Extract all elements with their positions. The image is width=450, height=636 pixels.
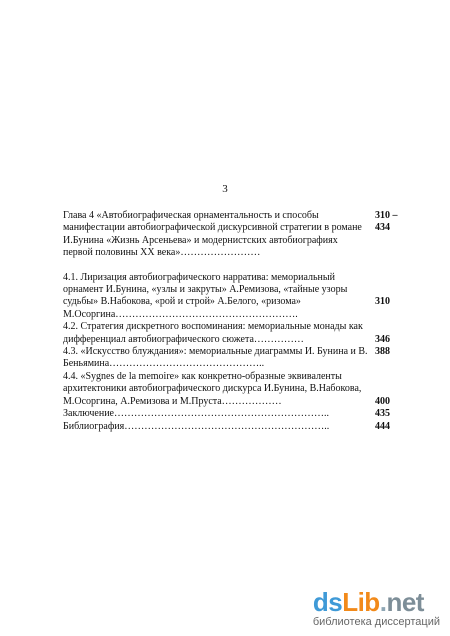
toc-entry-page: 388 bbox=[375, 346, 390, 358]
table-of-contents bbox=[63, 210, 403, 433]
toc-entry-4-3 bbox=[63, 346, 403, 371]
toc-entry-bibliography bbox=[63, 421, 403, 433]
toc-entry-page: 310 bbox=[375, 296, 390, 308]
logo-ds: ds bbox=[312, 587, 343, 617]
toc-entry-page: 346 bbox=[375, 333, 390, 345]
watermark-caption: библиотека диссертаций bbox=[312, 616, 440, 628]
toc-entry-4-4 bbox=[63, 371, 403, 408]
toc-entry-page: 444 bbox=[375, 420, 390, 432]
toc-entry-title: 4.4. «Sygnes de la memoire» как конкретно-образные эквиваленты архитектоники автобиографического дискурса И.Бунина, В.Набокова, М.Осоргина, А.Ремизова и М.Пруста……………… bbox=[63, 370, 362, 407]
toc-entry-title: Заключение……………………………………………………….. bbox=[63, 408, 329, 420]
logo-lib: Lib bbox=[342, 587, 380, 617]
toc-entry-title: Библиография…………………………………………………….. bbox=[63, 420, 330, 432]
logo-net: net bbox=[386, 587, 424, 617]
logo-dot: . bbox=[379, 587, 387, 617]
toc-entry-title: Глава 4 «Автобиографическая орнаментальность и способы манифестации автобиографической дискурсивной стратегии в романе И.Бунина «Жизнь Арсеньева» и модернистских автобиографиях первой половины XX века»…………………… bbox=[63, 210, 362, 259]
toc-entry-page: 310 – 434 bbox=[375, 210, 398, 234]
dslib-watermark bbox=[313, 589, 440, 628]
page-number: 3 bbox=[222, 183, 228, 195]
toc-entry-chapter-4 bbox=[63, 210, 403, 260]
toc-entry-4-2 bbox=[63, 321, 403, 346]
toc-entry-4-1 bbox=[63, 272, 403, 322]
dslib-logo bbox=[313, 589, 440, 615]
toc-entry-title: 4.3. «Искусство блуждания»: мемориальные диаграммы И. Бунина и В. Беньямина……………………………………….. bbox=[63, 346, 368, 370]
toc-entry-page: 435 bbox=[375, 408, 390, 420]
spacer bbox=[63, 260, 403, 272]
toc-entry-title: 4.1. Лиризация автобиографического нарратива: мемориальный орнамент И.Бунина, «узлы и закруты» А.Ремизова, «тайные узоры судьбы» В.Набокова, «рой и строй» А.Белого, «ризома» М.Осоргина………………………………………………. bbox=[63, 271, 348, 320]
toc-entry-title: 4.2. Стратегия дискретного воспоминания: мемориальные монады как дифференциал автобиографического сюжета…………… bbox=[63, 321, 363, 345]
toc-entry-page: 400 bbox=[375, 395, 390, 407]
toc-entry-conclusion bbox=[63, 408, 403, 420]
